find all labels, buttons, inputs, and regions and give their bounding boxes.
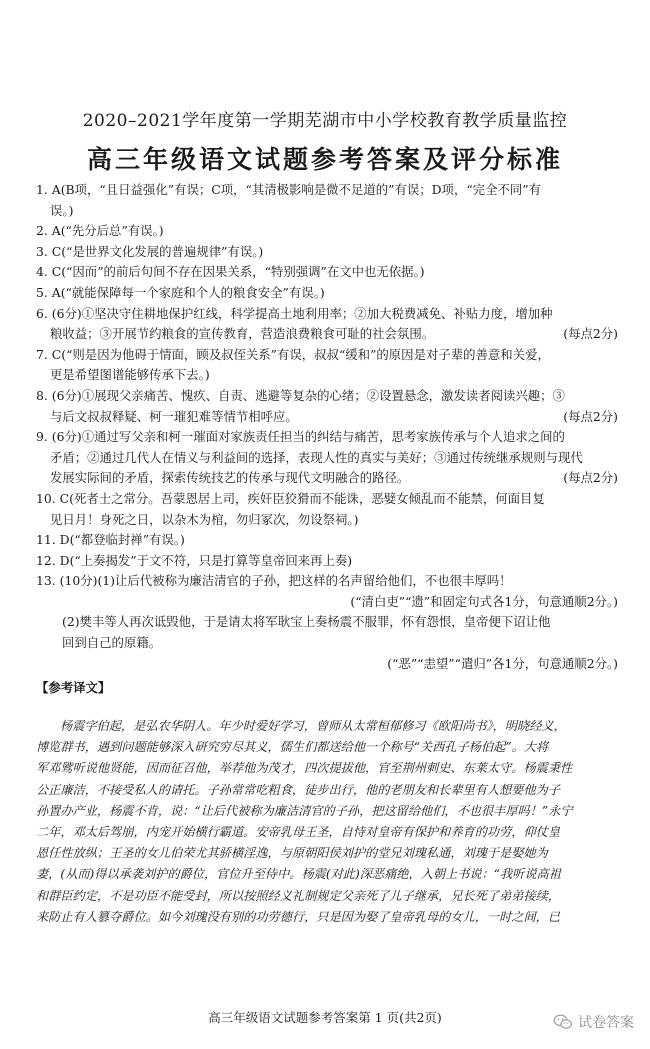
answer-item-4: [36, 262, 618, 283]
answer-line: 5. A(“就能保障每一个家庭和个人的粮食安全”有误。): [36, 284, 325, 300]
answer-line: 与后文叔叔释疑、柯一璀犯难等情节相呼应。: [50, 408, 298, 424]
answer-item-7: [36, 345, 618, 386]
watermark: [553, 1012, 634, 1032]
answer-item-12: [36, 551, 618, 572]
score-note: (“清白吏”“遗”和固定句式各1分，句意通顺2分。): [350, 593, 618, 609]
answer-line: 误。): [50, 202, 74, 218]
page-footer: 高三年级语文试题参考答案第 1 页(共2页): [208, 1010, 442, 1025]
answer-line: 8. (6分)①展现父亲痛苦、愧疚、自责、逃避等复杂的心绪；②设置悬念，激发读者阅读兴趣；③: [36, 387, 565, 403]
answer-item-13-2: [36, 612, 618, 674]
answer-item-3: [36, 242, 618, 263]
translation-line: 军邓骘听说他贤能，因而征召他，举荐他为茂才，四次提拔他，官至荆州刺史、东莱太守。杨震秉性: [36, 761, 573, 776]
exam-header: 2020–2021学年度第一学期芜湖市中小学校教育教学质量监控: [82, 111, 568, 131]
answer-line: 矛盾；②通过几代人在情义与利益间的选择，表现人性的真实与美好；③通过传统继承规则与现代: [50, 449, 583, 465]
answer-line: 更是希望图谱能够传承下去。): [50, 367, 210, 383]
translation-line: 妻，(从而)得以承袭刘护的爵位，官位升至侍中。杨震(对此)深恶痛绝，入朝上书说：“我听说高祖: [36, 867, 561, 882]
translation-line: 公正廉洁，不接受私人的请托。子孙常常吃粗食，徒步出行，他的老朋友和长辈里有人想要他为子: [36, 782, 561, 797]
wechat-icon: [553, 1014, 573, 1030]
translation-line: 和群臣约定，不是功臣不能受封，所以按照经义礼制规定父亲死了儿子继承，兄长死了弟弟接续，: [36, 888, 561, 903]
answer-item-11: [36, 530, 618, 551]
answer-line: 11. D(“都登临封禅”有误。): [36, 532, 185, 548]
score-note: (“恶”“恚望”“遣归”各1分，句意通顺2分。): [387, 655, 618, 671]
score-note: (每点2分): [563, 470, 618, 486]
score-note: (每点2分): [563, 408, 618, 424]
answer-line: 7. C(“则是因为他碍于情面，顾及叔侄关系”有误，叔叔“缓和”的原因是对子辈的善意和关爱，: [36, 346, 550, 362]
page-title: 高三年级语文试题参考答案及评分标准: [86, 145, 563, 174]
answer-line: 见日月！身死之日，以杂木为棺，勿归冢次，勿设祭祠。): [50, 511, 359, 527]
answer-item-10: [36, 489, 618, 530]
answer-line: 13. (10分)(1)让后代被称为廉洁清官的子孙，把这样的名声留给他们，不也很丰厚吗！: [36, 573, 512, 589]
answer-line: 6. (6分)①坚决守住耕地保护红线，科学提高土地利用率；②加大税费减免、补贴力度，增加种: [36, 305, 553, 321]
translation-line: 孙置办产业，杨震不肯，说：“让后代被称为廉洁清官的子孙，把这留给他们，不也很丰厚吗！”永宁: [36, 803, 573, 818]
answer-line: 10. C(死者士之常分。吾蒙恩居上司，疾奸臣狡猾而不能诛，恶嬖女倾乱而不能禁，何面目复: [36, 490, 545, 506]
score-note: (每点2分): [563, 326, 618, 342]
answer-line: 2. A(“先分后总”有误。): [36, 223, 164, 239]
answer-item-6: [36, 304, 618, 345]
answer-item-8: [36, 386, 618, 427]
answer-item-9: [36, 427, 618, 489]
answer-item-5: [36, 283, 618, 304]
answer-line: 回到自己的原籍。: [62, 635, 162, 651]
translation-text: [36, 716, 618, 928]
answer-list: [36, 180, 618, 699]
translation-line: 来防止有人篡夺爵位。如今刘瑰没有别的功劳德行，只是因为娶了皇帝乳母的女儿，一时之间，已: [36, 909, 561, 924]
answer-line: 发展实际间的矛盾，探索传统技艺的传承与现代文明融合的路径。: [50, 470, 410, 486]
translation-line: 杨震字伯起，是弘农华阴人。年少时爱好学习，曾师从太常桓郁修习《欧阳尚书》，明晓经义，: [60, 719, 566, 733]
translation-heading: 【参考译文】: [36, 680, 111, 696]
answer-line: (2)樊丰等人再次诋毁他，于是请太将军耿宝上奏杨震不服罪，怀有怨恨，皇帝便下诏让他: [62, 614, 551, 630]
watermark-text: 试卷答案: [578, 1015, 634, 1031]
translation-line: 博览群书，遇到问题能够深入研究穷尽其义，儒生们都送给他一个称号“关西孔子杨伯起”。大将: [36, 740, 549, 755]
translation-line: 恩任性放纵；王圣的女儿伯荣尤其骄横淫逸，与原朝阳侯刘护的堂兄刘瑰私通，刘瑰于是娶她为: [36, 846, 548, 861]
answer-line: 粮收益；③开展节约粮食的宣传教育，营造浪费粮食可耻的社会氛围。: [50, 326, 435, 342]
answer-line: 12. D(“上奏揭发”于文不符，只是打算等皇帝回来再上奏): [36, 552, 353, 568]
answer-line: 3. C(“是世界文化发展的普遍规律”有误。): [36, 243, 264, 259]
answer-item-2: [36, 221, 618, 242]
translation-line: 二年，邓太后驾崩，内宠开始横行霸道。安帝乳母王圣，自恃对皇帝有保护和养育的功劳，仰仗皇: [36, 825, 561, 840]
answer-line: 4. C(“因而”的前后句间不存在因果关系，“特别强调”在文中也无依据。): [36, 264, 425, 280]
answer-item-13-1: [36, 571, 618, 612]
answer-item-1: [36, 180, 618, 221]
answer-line: 1. A(B项，“且日益强化”有误；C项，“其清极影响是微不足道的”有误；D项，“完全不同”有: [36, 182, 541, 197]
answer-line: 9. (6分)①通过写父亲和柯一璀面对家族责任担当的纠结与痛苦，思考家族传承与个人追求之间的: [36, 429, 565, 445]
